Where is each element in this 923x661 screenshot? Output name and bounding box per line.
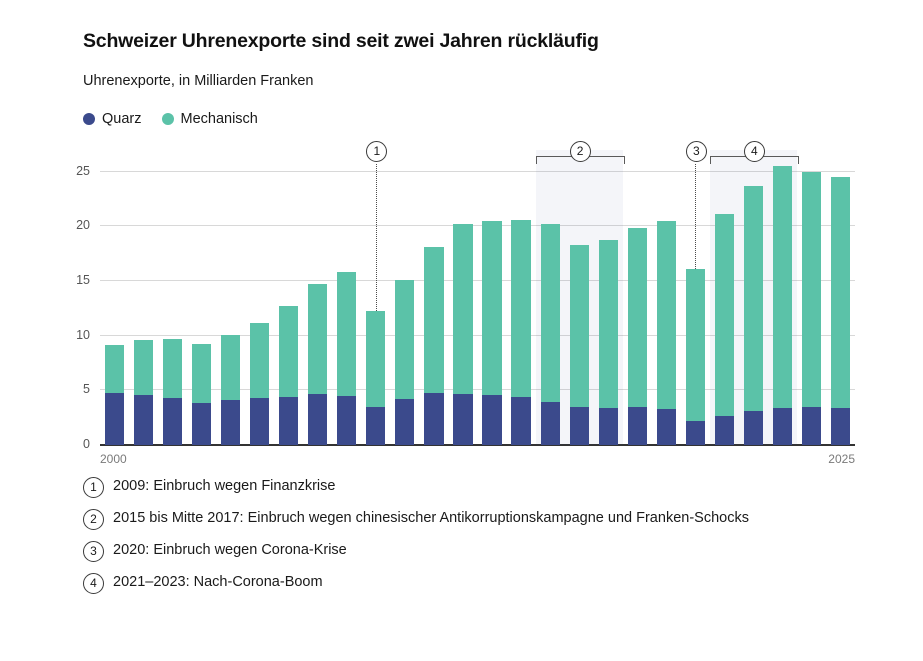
bar-2022: [744, 186, 763, 445]
bar-segment-quarz: [163, 398, 182, 445]
bar-segment-quarz: [105, 393, 124, 445]
bar-segment-quarz: [541, 402, 560, 445]
footnote-marker-2: 2: [83, 509, 104, 530]
bar-segment-mechanisch: [628, 228, 647, 407]
x-tick-end: 2025: [828, 452, 855, 466]
bar-segment-quarz: [308, 394, 327, 445]
y-tick-label: 20: [76, 218, 90, 233]
bar-segment-mechanisch: [482, 221, 501, 395]
bar-2021: [715, 214, 734, 445]
chart-subtitle: Uhrenexporte, in Milliarden Franken: [83, 73, 314, 89]
footnote-text-3: 2020: Einbruch wegen Corona-Krise: [113, 542, 347, 558]
bar-segment-quarz: [279, 397, 298, 445]
bar-segment-mechanisch: [802, 172, 821, 407]
x-tick-start: 2000: [100, 452, 127, 466]
bar-segment-mechanisch: [657, 221, 676, 409]
bar-2020: [686, 269, 705, 445]
y-tick-label: 10: [76, 327, 90, 342]
bar-2008: [337, 272, 356, 445]
bar-segment-mechanisch: [773, 166, 792, 407]
bar-2004: [221, 335, 240, 445]
bar-2016: [570, 245, 589, 445]
bar-segment-mechanisch: [366, 311, 385, 407]
bar-segment-quarz: [221, 400, 240, 445]
bar-segment-mechanisch: [715, 214, 734, 415]
bar-segment-quarz: [511, 397, 530, 445]
bar-segment-quarz: [482, 395, 501, 445]
bar-segment-quarz: [453, 394, 472, 445]
bar-2019: [657, 221, 676, 445]
annotation-marker-3: 3: [686, 141, 707, 162]
bar-segment-quarz: [802, 407, 821, 445]
bar-segment-quarz: [570, 407, 589, 445]
bar-2001: [134, 340, 153, 445]
y-tick-label: 5: [83, 382, 90, 397]
bar-segment-mechanisch: [395, 280, 414, 399]
bar-segment-quarz: [250, 398, 269, 445]
bar-segment-mechanisch: [337, 272, 356, 395]
bar-2023: [773, 166, 792, 445]
bar-2005: [250, 323, 269, 445]
bar-2003: [192, 344, 211, 445]
bar-2025: [831, 177, 850, 445]
legend-label-quarz: Quarz: [102, 111, 142, 127]
bar-segment-mechanisch: [599, 240, 618, 408]
footnote-marker-3: 3: [83, 541, 104, 562]
bar-2002: [163, 339, 182, 445]
legend-label-mechanisch: Mechanisch: [180, 111, 258, 127]
y-tick-label: 25: [76, 163, 90, 178]
footnote-1: [83, 476, 873, 498]
bar-segment-mechanisch: [831, 177, 850, 408]
bar-2009: [366, 311, 385, 445]
y-tick-label: 15: [76, 273, 90, 288]
bar-segment-quarz: [366, 407, 385, 445]
bar-segment-mechanisch: [511, 220, 530, 397]
footnote-text-4: 2021–2023: Nach-Corona-Boom: [113, 574, 323, 590]
bar-segment-quarz: [831, 408, 850, 445]
bar-segment-mechanisch: [570, 245, 589, 407]
bar-segment-mechanisch: [163, 339, 182, 398]
legend-swatch-mechanisch: [162, 113, 174, 125]
annotation-line-1: [376, 164, 377, 311]
bar-segment-mechanisch: [541, 224, 560, 402]
bar-segment-mechanisch: [221, 335, 240, 401]
legend-swatch-quarz: [83, 113, 95, 125]
annotation-marker-1: 1: [366, 141, 387, 162]
legend-item-quarz: [83, 111, 142, 127]
bar-2014: [511, 220, 530, 445]
page-title: Schweizer Uhrenexporte sind seit zwei Jahren rückläufig: [83, 30, 599, 52]
bar-2013: [482, 221, 501, 445]
bar-2015: [541, 224, 560, 445]
footnote-marker-4: 4: [83, 573, 104, 594]
bar-segment-quarz: [395, 399, 414, 445]
bar-segment-quarz: [657, 409, 676, 445]
bar-segment-mechanisch: [192, 344, 211, 403]
chart-footnotes: [83, 476, 873, 604]
bar-segment-quarz: [628, 407, 647, 445]
bar-segment-mechanisch: [105, 345, 124, 393]
footnote-4: [83, 572, 873, 594]
bar-segment-mechanisch: [279, 306, 298, 397]
bar-segment-quarz: [424, 393, 443, 445]
bar-segment-mechanisch: [744, 186, 763, 411]
footnote-text-2: 2015 bis Mitte 2017: Einbruch wegen chinesischer Antikorruptionskampagne und Franken-Schocks: [113, 510, 749, 526]
bar-segment-mechanisch: [308, 284, 327, 393]
bar-segment-quarz: [599, 408, 618, 445]
footnote-marker-1: 1: [83, 477, 104, 498]
bar-2011: [424, 247, 443, 445]
annotation-line-3: [695, 164, 696, 269]
legend-item-mechanisch: [162, 111, 258, 127]
bar-segment-mechanisch: [453, 224, 472, 393]
bar-2018: [628, 228, 647, 445]
bar-2017: [599, 240, 618, 445]
y-tick-label: 0: [83, 437, 90, 451]
annotation-marker-2: 2: [570, 141, 591, 162]
bar-segment-mechanisch: [134, 340, 153, 395]
bar-2000: [105, 344, 124, 445]
bar-segment-quarz: [686, 421, 705, 445]
bar-2006: [279, 306, 298, 445]
annotation-marker-4: 4: [744, 141, 765, 162]
x-axis-line: [100, 445, 855, 446]
chart-legend: [83, 111, 258, 127]
bar-segment-quarz: [773, 408, 792, 445]
bar-segment-mechanisch: [686, 269, 705, 421]
bar-segment-mechanisch: [424, 247, 443, 392]
bar-2010: [395, 280, 414, 445]
footnote-text-1: 2009: Einbruch wegen Finanzkrise: [113, 478, 336, 494]
bar-segment-quarz: [134, 395, 153, 445]
bar-2024: [802, 172, 821, 445]
footnote-2: [83, 508, 873, 530]
bar-segment-quarz: [192, 403, 211, 445]
bar-segment-quarz: [744, 411, 763, 445]
footnote-3: [83, 540, 873, 562]
bar-segment-mechanisch: [250, 323, 269, 398]
bar-2012: [453, 224, 472, 445]
chart-plot-area: [76, 144, 855, 466]
bar-2007: [308, 284, 327, 445]
bar-segment-quarz: [337, 396, 356, 445]
bar-segment-quarz: [715, 416, 734, 446]
